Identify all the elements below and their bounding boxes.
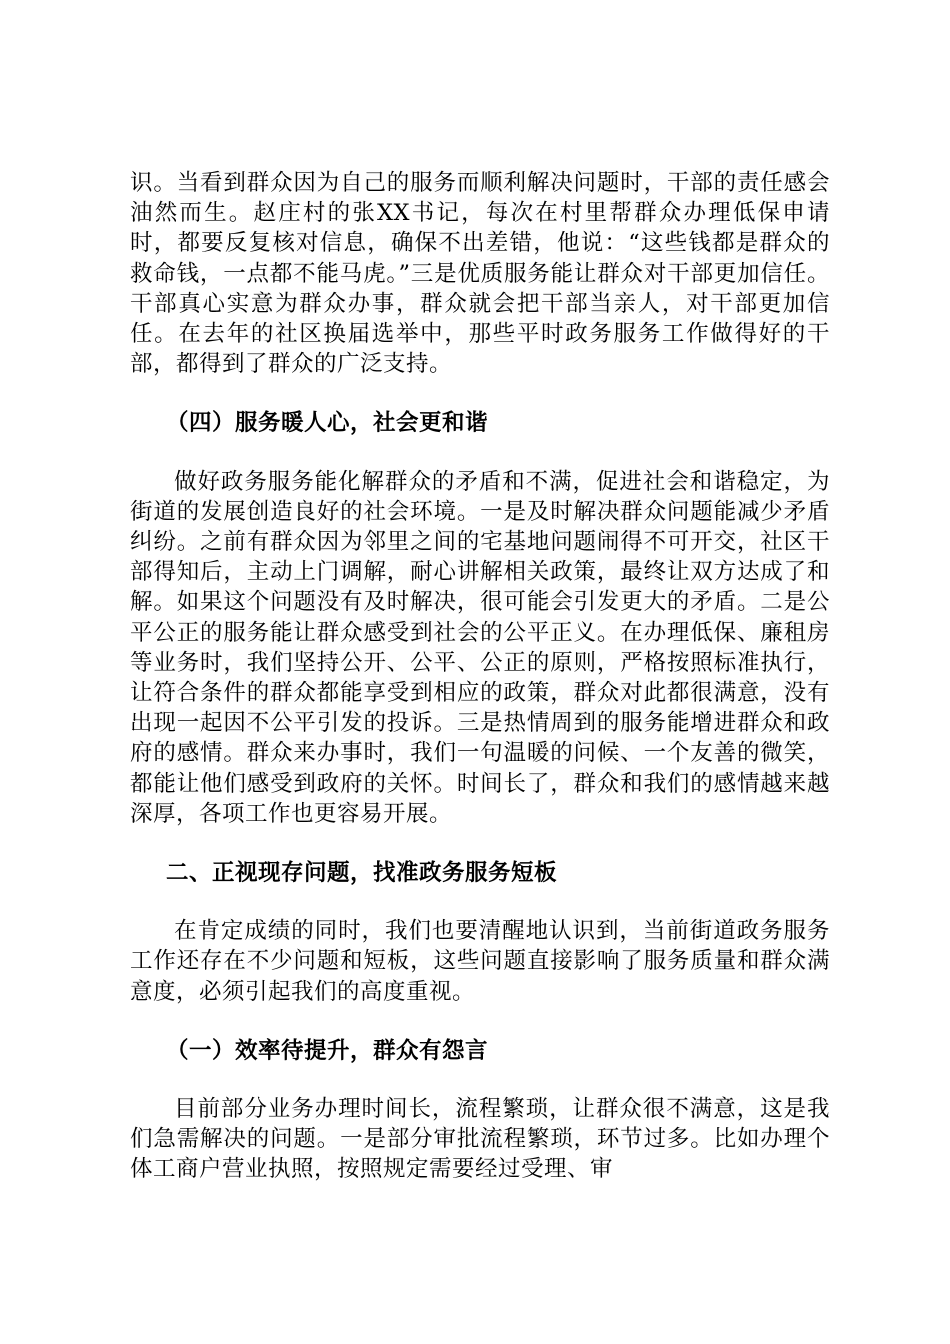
body-paragraph: 识。当看到群众因为自己的服务而顺利解决问题时，干部的责任感会油然而生。赵庄村的张XX书记，每次在村里帮群众办理低保申请时，都要反复核对信息，确保不出差错，他说：“这些钱都是群众的救命钱，一点都不能马虎。”三是优质服务能让群众对干部更加信任。干部真心实意为群众办事，群众就会把干部当亲人，对干部更加信任。在去年的社区换届选举中，那些平时政务服务工作做得好的干部，都得到了群众的广泛支持。 bbox=[130, 170, 830, 378]
section-heading: （四）服务暖人心，社会更和谐 bbox=[166, 410, 489, 437]
chapter-heading: 二、正视现存问题，找准政务服务短板 bbox=[166, 860, 558, 887]
body-paragraph: 在肯定成绩的同时，我们也要清醒地认识到，当前街道政务服务工作还存在不少问题和短板，这些问题直接影响了服务质量和群众满意度，必须引起我们的高度重视。 bbox=[130, 918, 830, 1005]
document-page bbox=[130, 168, 830, 1185]
body-paragraph: 做好政务服务能化解群众的矛盾和不满，促进社会和谐稳定，为街道的发展创造良好的社会环境。一是及时解决群众问题能减少矛盾纠纷。之前有群众因为邻里之间的宅基地问题闹得不可开交，社区干部得知后，主动上门调解，耐心讲解相关政策，最终让双方达成了和解。如果这个问题没有及时解决，很可能会引发更大的矛盾。二是公平公正的服务能让群众感受到社会的公平正义。在办理低保、廉租房等业务时，我们坚持公开、公平、公正的原则，严格按照标准执行，让符合条件的群众都能享受到相应的政策，群众对此都很满意，没有出现一起因不公平引发的投诉。三是热情周到的服务能增进群众和政府的感情。群众来办事时，我们一句温暖的问候、一个友善的微笑，都能让他们感受到政府的关怀。时间长了，群众和我们的感情越来越深厚，各项工作也更容易开展。 bbox=[130, 468, 830, 827]
section-heading: （一）效率待提升，群众有怨言 bbox=[166, 1037, 489, 1064]
body-paragraph: 目前部分业务办理时间长，流程繁琐，让群众很不满意，这是我们急需解决的问题。一是部分审批流程繁琐，环节过多。比如办理个体工商户营业执照，按照规定需要经过受理、审 bbox=[130, 1096, 830, 1183]
